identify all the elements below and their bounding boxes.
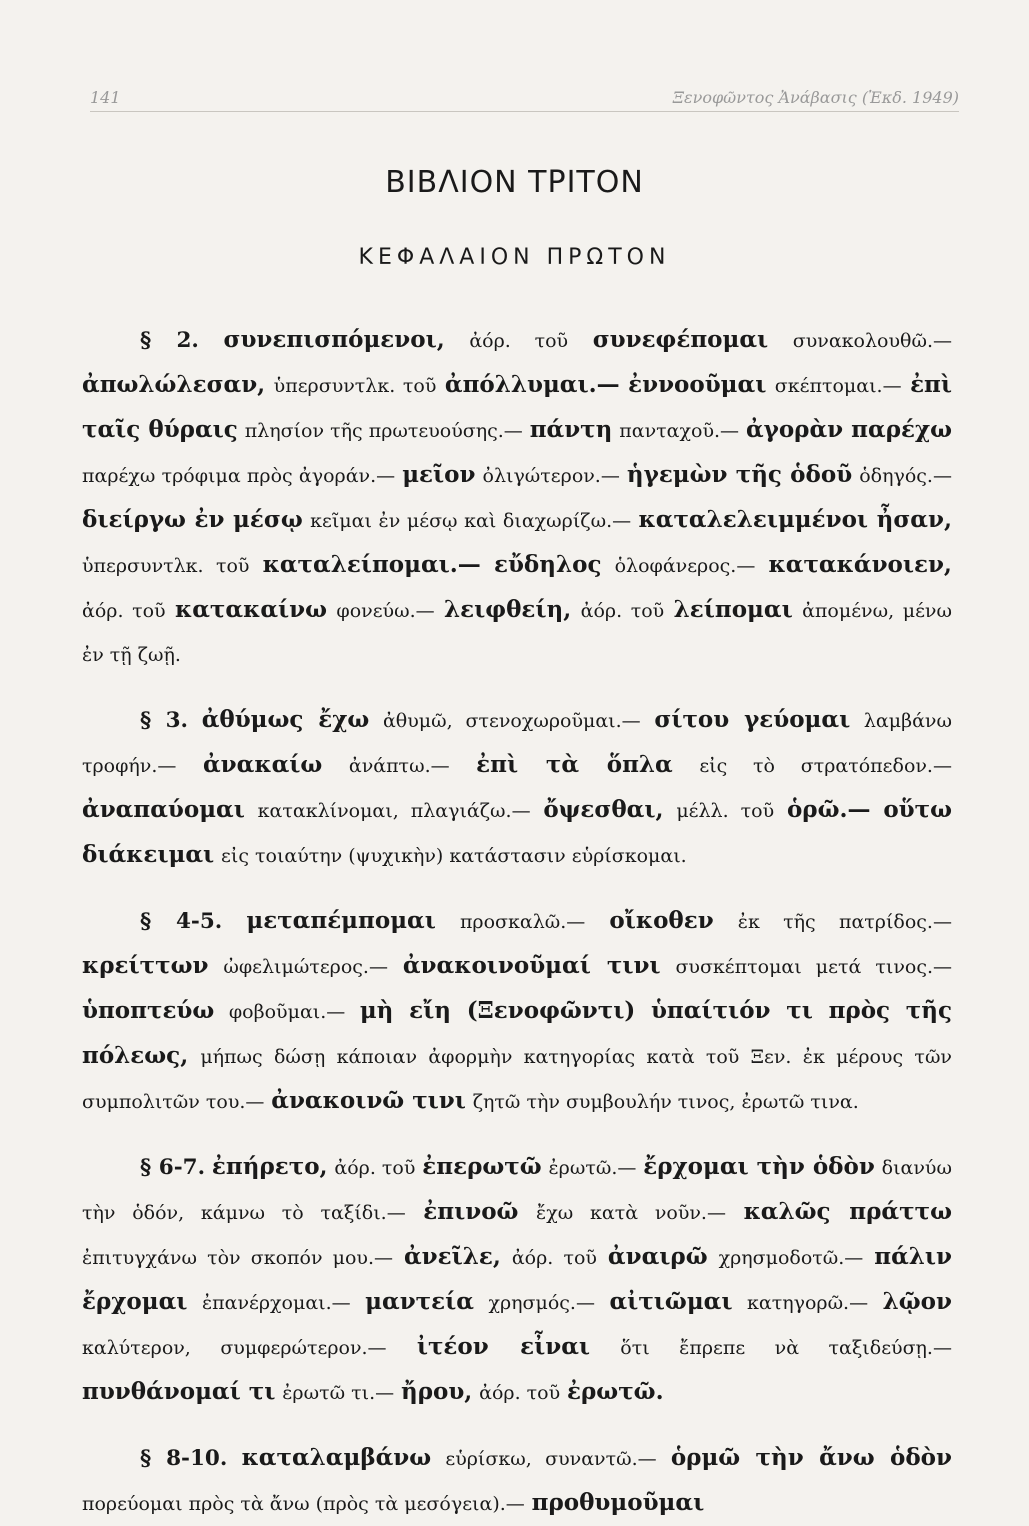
glossary-definition: ἐρωτῶ τι.— (282, 1382, 395, 1404)
glossary-definition: φοβοῦμαι.— (228, 1001, 346, 1023)
glossary-term: ἀγορὰν παρέχω (745, 416, 953, 443)
glossary-definition: ἔχω κατὰ νοῦν.— (536, 1202, 726, 1224)
glossary-definition: ἐπανέρχομαι.— (201, 1292, 351, 1314)
glossary-definition: μήπως δώσῃ κάποιαν ἀφορμὴν κατηγορίας κατὰ τοῦ Ξεν. ἐκ μέρους τῶν συμπολιτῶν του.— (82, 1046, 952, 1113)
glossary-term: ἐπερωτῶ (422, 1153, 542, 1180)
glossary-term: ὁρῶ.— (786, 796, 871, 823)
section-number: § 2. (140, 328, 199, 353)
glossary-term: καλῶς πράττω (743, 1198, 952, 1225)
glossary-definition: ὠφελιμώτερος.— (223, 956, 388, 978)
glossary-term: σίτου γεύομαι (654, 706, 851, 733)
glossary-term: ἀνακοινῶ τινι (271, 1087, 466, 1114)
glossary-definition: χρησμός.— (488, 1292, 595, 1314)
glossary-definition: συσκέπτομαι μετά τινος.— (675, 956, 953, 978)
glossary-definition: ὑπερσυντλκ. τοῦ (273, 375, 437, 397)
glossary-term: ἐννοοῦμαι (628, 371, 767, 398)
glossary-term: ἐρωτῶ. (567, 1378, 664, 1405)
glossary-definition: ἐρωτῶ.— (548, 1157, 637, 1179)
glossary-term: ἀναπαύομαι (82, 796, 245, 823)
glossary-definition: χρησμοδοτῶ.— (718, 1247, 864, 1269)
glossary-definition: λαμβάνω τροφήν.— (82, 710, 952, 777)
glossary-term: πυνθάνομαί τι (82, 1378, 276, 1405)
chapter-title: ΚΕΦΑΛΑΙΟΝ ΠΡΩΤΟΝ (358, 245, 671, 270)
glossary-term: ὁρμῶ τὴν ἄνω ὁδὸν (670, 1444, 952, 1471)
glossary-definition: ἀθυμῶ, στενοχωροῦμαι.— (382, 710, 641, 732)
glossary-definition: πορεύομαι πρὸς τὰ ἄνω (πρὸς τὰ μεσόγεια).— (82, 1493, 525, 1515)
glossary-term: ἀνακοινοῦμαί τινι (402, 952, 661, 979)
glossary-term: κατακαίνω (174, 596, 328, 623)
section-number: § 6-7. (140, 1155, 206, 1180)
glossary-definition: κατηγορῶ.— (747, 1292, 869, 1314)
glossary-term: οἴκοθεν (609, 907, 714, 934)
glossary-term: διείργω ἐν μέσῳ (82, 506, 303, 533)
glossary-definition: ὀλιγώτερον.— (482, 465, 620, 487)
glossary-definition: πανταχοῦ.— (619, 420, 740, 442)
glossary-term: οὕτω διάκειμαι (82, 796, 953, 868)
glossary-term: προθυμοῦμαι (531, 1489, 705, 1516)
glossary-definition: ἀπομένω, μένω ἐν τῇ ζωῇ. (82, 600, 952, 666)
glossary-term: μὴ εἴη (Ξενοφῶντι) ὑπαίτιόν τι πρὸς τῆς πόλεως, (82, 997, 952, 1069)
glossary-term: εὔδηλος (493, 551, 602, 578)
glossary-term: ἔρχομαι τὴν ὁδὸν (643, 1153, 875, 1180)
glossary-term: κρείττων (82, 952, 209, 979)
glossary-term: λειφθείη, (444, 596, 572, 623)
glossary-term: καταλείπομαι.— (262, 551, 481, 578)
glossary-definition: ἀνάπτω.— (348, 755, 450, 777)
glossary-term: πάντη (529, 416, 613, 443)
glossary-term: ἀπωλώλεσαν, (82, 371, 266, 398)
section-number: § 8-10. (140, 1446, 228, 1471)
glossary-paragraph (82, 318, 952, 677)
glossary-term: συνεφέπομαι (592, 326, 769, 353)
glossary-definition: εὑρίσκω, συναντῶ.— (445, 1448, 657, 1470)
glossary-definition: παρέχω τρόφιμα πρὸς ἀγοράν.— (82, 465, 396, 487)
section-number: § 4-5. (140, 909, 223, 934)
page-number: 141 (90, 88, 121, 107)
glossary-term: καταλελειμμένοι ἦσαν, (638, 506, 952, 533)
glossary-definition: ἀόρ. τοῦ (580, 600, 665, 622)
glossary-paragraph (82, 1145, 952, 1415)
glossary-body (82, 318, 952, 1526)
glossary-definition: ἀόρ. τοῦ (469, 330, 569, 352)
running-title: Ξενοφῶντος Ἀνάβασις (Ἐκδ. 1949) (672, 88, 959, 107)
glossary-definition: ὅτι ἔπρεπε νὰ ταξιδεύσῃ.— (620, 1337, 952, 1359)
glossary-term: κατακάνοιεν, (768, 551, 952, 578)
glossary-definition: κεῖμαι ἐν μέσῳ καὶ διαχωρίζω.— (310, 510, 632, 532)
glossary-term: λῷον (882, 1288, 952, 1315)
glossary-definition: προσκαλῶ.— (459, 911, 586, 933)
glossary-definition: μέλλ. τοῦ (676, 800, 775, 822)
glossary-term: ἐπινοῶ (423, 1198, 519, 1225)
glossary-term: ἀπόλλυμαι.— (444, 371, 620, 398)
glossary-paragraph (82, 899, 952, 1124)
glossary-definition: ὁλοφάνερος.— (614, 555, 756, 577)
running-header (90, 88, 959, 112)
glossary-term: ἀθύμως ἔχω (201, 706, 370, 733)
glossary-definition: σκέπτομαι.— (774, 375, 902, 397)
glossary-term: μαντεία (365, 1288, 474, 1315)
glossary-definition: ἐπιτυγχάνω τὸν σκοπόν μου.— (82, 1247, 394, 1269)
glossary-definition: ὑπερσυντλκ. τοῦ (82, 555, 250, 577)
glossary-term: ὑποπτεύω (82, 997, 215, 1024)
glossary-term: ἤρου, (400, 1378, 473, 1405)
glossary-term: μεταπέμπομαι (246, 907, 436, 934)
section-number: § 3. (140, 708, 189, 733)
glossary-term: ἀναιρῶ (607, 1243, 708, 1270)
glossary-term: πάλιν ἔρχομαι (82, 1243, 953, 1315)
glossary-term: ἰτέον εἶναι (416, 1333, 591, 1360)
glossary-term: ἐπὶ ταῖς θύραις (82, 371, 953, 443)
glossary-term: συνεπισπόμενοι, (223, 326, 445, 353)
glossary-definition: ἀόρ. τοῦ (334, 1157, 416, 1179)
glossary-definition: ἀόρ. τοῦ (479, 1382, 561, 1404)
glossary-term: ἐπὶ τὰ ὅπλα (476, 751, 673, 778)
book-title: ΒΙΒΛΙΟΝ ΤΡΙΤΟΝ (385, 165, 644, 200)
glossary-term: ἡγεμὼν τῆς ὁδοῦ (626, 461, 853, 488)
glossary-definition: διανύω τὴν ὁδόν, κάμνω τὸ ταξίδι.— (82, 1157, 952, 1224)
glossary-definition: ὁδηγός.— (859, 465, 952, 487)
glossary-term: μεῖον (402, 461, 476, 488)
glossary-definition: κατακλίνομαι, πλαγιάζω.— (257, 800, 531, 822)
glossary-definition: καλύτερον, συμφερώτερον.— (82, 1337, 387, 1359)
glossary-definition: πλησίον τῆς πρωτευούσης.— (244, 420, 523, 442)
glossary-definition: συνακολουθῶ.— (792, 330, 952, 352)
glossary-definition: εἰς τὸ στρατόπεδον.— (699, 755, 952, 777)
glossary-definition: ἀόρ. τοῦ (82, 600, 166, 622)
glossary-term: ἀνεῖλε, (403, 1243, 501, 1270)
glossary-definition: εἰς τοιαύτην (ψυχικὴν) κατάστασιν εὑρίσκομαι. (221, 845, 687, 867)
glossary-definition: ἀόρ. τοῦ (511, 1247, 597, 1269)
glossary-paragraph (82, 698, 952, 878)
glossary-paragraph (82, 1436, 952, 1526)
glossary-term: ἐπήρετο, (211, 1153, 328, 1180)
glossary-term: ἀνακαίω (202, 751, 323, 778)
glossary-term: αἰτιῶμαι (609, 1288, 733, 1315)
glossary-term: καταλαμβάνω (241, 1444, 432, 1471)
glossary-term: ὄψεσθαι, (543, 796, 664, 823)
glossary-term: λείπομαι (673, 596, 793, 623)
glossary-definition: ζητῶ τὴν συμβουλήν τινος, ἐρωτῶ τινα. (472, 1091, 859, 1113)
glossary-definition: ἐκ τῆς πατρίδος.— (737, 911, 952, 933)
glossary-definition: φονεύω.— (336, 600, 435, 622)
